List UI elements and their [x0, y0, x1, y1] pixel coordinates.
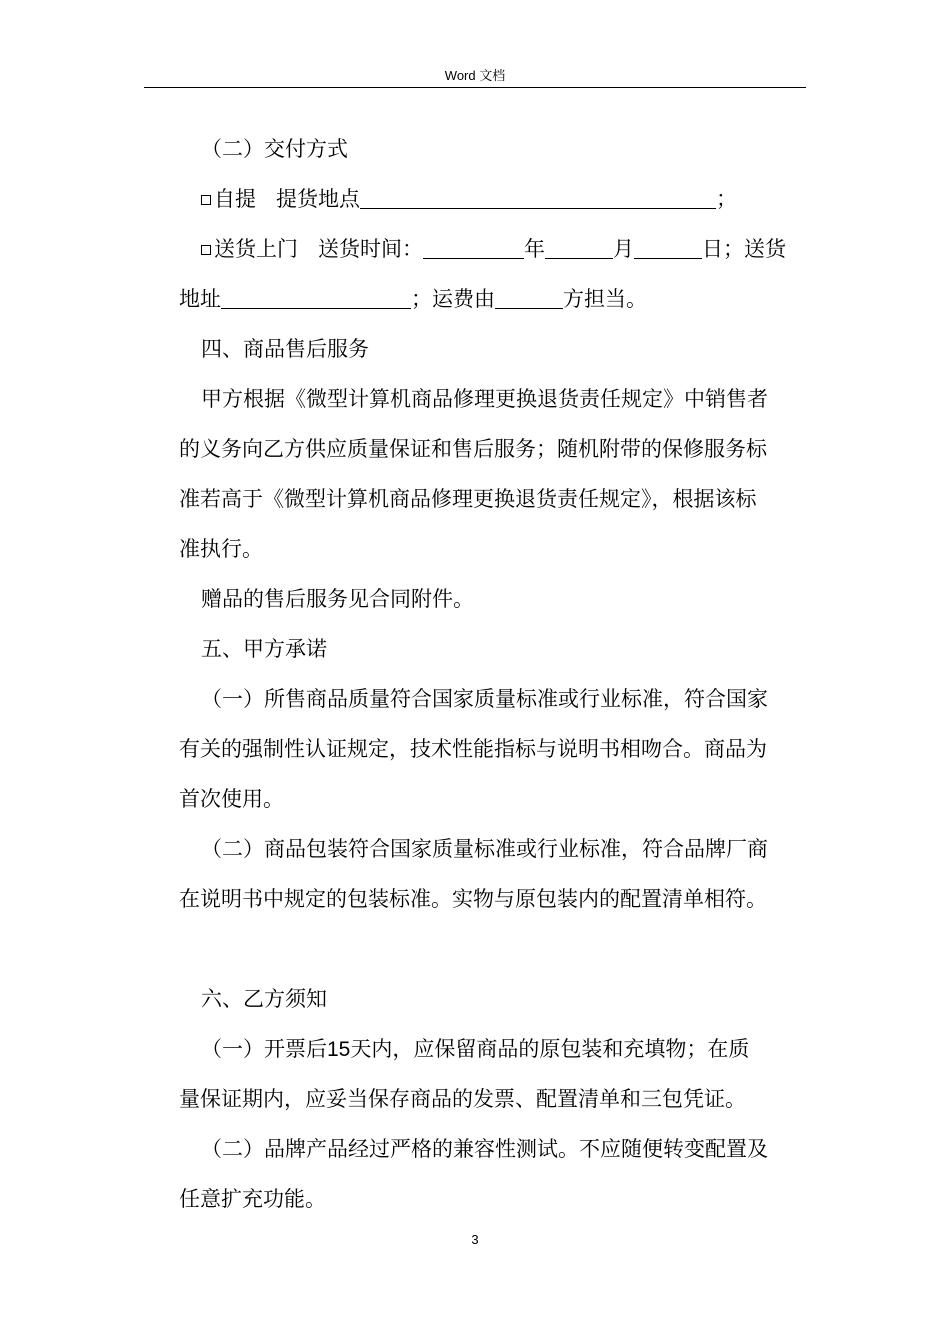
section4-heading: 四、商品售后服务: [201, 337, 369, 361]
section5-heading: 五、甲方承诺: [201, 637, 327, 661]
delivery-heading: （二）交付方式: [201, 137, 348, 161]
blank-spacer-line: [179, 924, 803, 974]
header-divider: [144, 87, 806, 88]
pickup-address-label: 提货地点: [276, 187, 360, 211]
section4-para1-line2: 的义务向乙方供应质量保证和售后服务；随机附带的保修服务标: [179, 437, 767, 461]
section6-item1-line1: [179, 1024, 803, 1074]
section6-item1-prefix: （一）开票后: [201, 1037, 327, 1061]
pickup-checkbox[interactable]: [201, 195, 211, 205]
document-body: [179, 124, 803, 1224]
freight-party-blank[interactable]: [495, 283, 563, 309]
freight-end: 方担当。: [563, 287, 647, 311]
pickup-label: 自提: [214, 187, 256, 211]
section5-item2-line1: （二）商品包装符合国家质量标准或行业标准，符合品牌厂商: [201, 837, 768, 861]
section6-item1-line2: 量保证期内，应妥当保存商品的发票、配置清单和三包凭证。: [179, 1087, 746, 1111]
delivery-address-label: 地址: [179, 287, 221, 311]
pickup-option-line: [179, 174, 803, 224]
section5-item2-line2: 在说明书中规定的包装标准。实物与原包装内的配置清单相符。: [179, 887, 767, 911]
section6-item1-days: 15: [327, 1038, 351, 1061]
delivery-month-label: 月: [613, 237, 634, 261]
section4-para2: 赠品的售后服务见合同附件。: [201, 587, 474, 611]
document-header-title: Word 文档: [444, 68, 506, 83]
section5-item1-line2: 有关的强制性认证规定，技术性能指标与说明书相吻合。商品为: [179, 737, 767, 761]
section6-item1-suffix: 天内，应保留商品的原包装和充填物；在质: [350, 1037, 750, 1061]
section5-item1-line3: 首次使用。: [179, 787, 284, 811]
delivery-time-label: 送货时间：: [318, 237, 423, 261]
delivery-address-line: [179, 274, 803, 324]
page-number: 3: [471, 1232, 479, 1247]
delivery-day-blank[interactable]: [634, 233, 702, 259]
delivery-day-label: 日；送货: [702, 237, 786, 261]
door-delivery-label: 送货上门: [214, 237, 298, 261]
section6-item2-line1: （二）品牌产品经过严格的兼容性测试。不应随便转变配置及: [201, 1137, 768, 1161]
section4-para1-line4: 准执行。: [179, 537, 263, 561]
door-delivery-checkbox[interactable]: [201, 245, 211, 255]
section6-item2-line2: 任意扩充功能。: [179, 1187, 326, 1211]
section5-item1-line1: （一）所售商品质量符合国家质量标准或行业标准，符合国家: [201, 687, 768, 711]
pickup-line-end: ；: [716, 187, 737, 211]
section4-para1-line1: 甲方根据《微型计算机商品修理更换退货责任规定》中销售者: [201, 387, 768, 411]
section6-heading: 六、乙方须知: [201, 987, 327, 1011]
door-delivery-line: [179, 224, 803, 274]
section4-para1-line3: 准若高于《微型计算机商品修理更换退货责任规定》，根据该标: [179, 487, 757, 511]
pickup-address-blank[interactable]: [360, 183, 716, 209]
delivery-year-label: 年: [524, 237, 545, 261]
freight-label: ；运费由: [411, 287, 495, 311]
delivery-year-blank[interactable]: [423, 233, 524, 259]
delivery-address-blank[interactable]: [221, 283, 411, 309]
delivery-month-blank[interactable]: [545, 233, 613, 259]
